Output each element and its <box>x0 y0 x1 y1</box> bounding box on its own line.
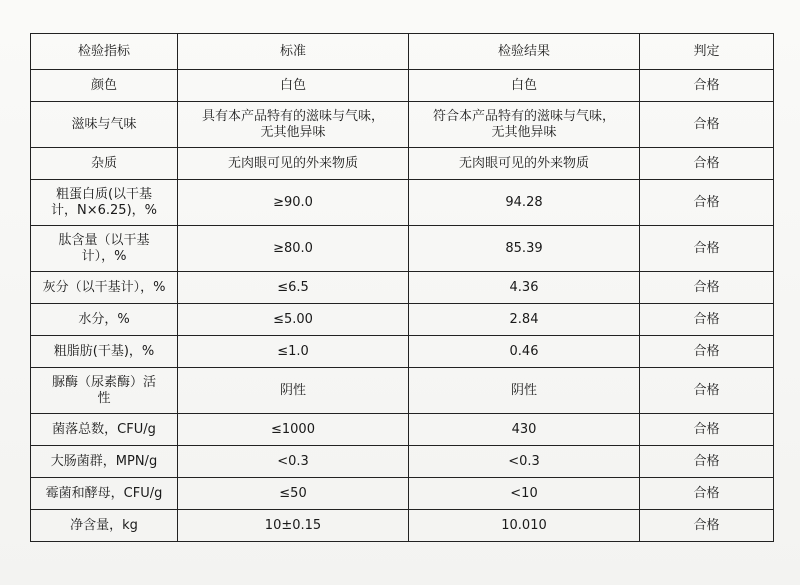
cell-item-text: 颜色 <box>90 77 117 93</box>
header-standard: 标准 <box>178 34 409 70</box>
table-row <box>31 70 774 102</box>
cell-standard <box>178 226 409 272</box>
cell-result-text: <10 <box>510 485 538 501</box>
cell-item <box>31 336 178 368</box>
table-row <box>31 478 774 510</box>
cell-standard <box>178 478 409 510</box>
cell-result-text: 无其他异味 <box>491 124 557 140</box>
cell-item <box>31 226 178 272</box>
cell-item-text: 脲酶（尿素酶）活 <box>51 374 156 390</box>
table-row <box>31 304 774 336</box>
table-row <box>31 510 774 542</box>
cell-standard <box>178 102 409 148</box>
cell-standard <box>178 336 409 368</box>
cell-standard-text: ≤5.00 <box>273 311 313 327</box>
cell-result <box>409 510 640 542</box>
cell-standard <box>178 148 409 180</box>
cell-standard <box>178 304 409 336</box>
cell-verdict: 合格 <box>640 148 774 180</box>
table-row <box>31 336 774 368</box>
table-row <box>31 446 774 478</box>
table-row <box>31 102 774 148</box>
cell-standard <box>178 70 409 102</box>
cell-result <box>409 414 640 446</box>
cell-item-text: 大肠菌群，MPN/g <box>50 453 158 469</box>
cell-result <box>409 180 640 226</box>
cell-standard-text: 白色 <box>279 77 306 93</box>
table-row <box>31 272 774 304</box>
cell-result-text: 白色 <box>510 77 537 93</box>
header-verdict: 判定 <box>640 34 774 70</box>
cell-result <box>409 368 640 414</box>
cell-item-text: 肽含量（以干基 <box>58 232 150 248</box>
cell-verdict: 合格 <box>640 102 774 148</box>
cell-item <box>31 478 178 510</box>
table-row <box>31 226 774 272</box>
cell-result-text: 阴性 <box>510 382 537 398</box>
cell-standard <box>178 180 409 226</box>
cell-verdict: 合格 <box>640 304 774 336</box>
cell-standard <box>178 368 409 414</box>
cell-standard <box>178 510 409 542</box>
table-row <box>31 180 774 226</box>
cell-item-text: 计），% <box>81 248 127 264</box>
cell-result-text: 430 <box>511 421 537 437</box>
cell-standard-text: 10±0.15 <box>264 517 322 533</box>
table-row <box>31 368 774 414</box>
cell-result-text: 85.39 <box>505 240 543 256</box>
cell-result-text: 符合本产品特有的滋味与气味， <box>432 108 615 124</box>
cell-standard-text: 具有本产品特有的滋味与气味， <box>201 108 384 124</box>
cell-standard <box>178 414 409 446</box>
cell-item-text: 性 <box>97 390 111 406</box>
cell-item-text: 粗脂肪(干基)，% <box>53 343 155 359</box>
cell-item <box>31 414 178 446</box>
cell-result <box>409 336 640 368</box>
cell-standard-text: ≤1000 <box>271 421 315 437</box>
cell-verdict: 合格 <box>640 70 774 102</box>
cell-verdict: 合格 <box>640 272 774 304</box>
inspection-table-body <box>31 34 774 542</box>
cell-item <box>31 70 178 102</box>
cell-verdict: 合格 <box>640 180 774 226</box>
cell-item <box>31 272 178 304</box>
cell-item <box>31 510 178 542</box>
cell-item-text: 杂质 <box>90 155 117 171</box>
cell-result <box>409 226 640 272</box>
table-header-row <box>31 34 774 70</box>
cell-verdict: 合格 <box>640 510 774 542</box>
cell-item <box>31 180 178 226</box>
cell-result <box>409 148 640 180</box>
cell-item-text: 菌落总数，CFU/g <box>52 421 156 437</box>
cell-standard-text: ≥90.0 <box>273 194 313 210</box>
cell-standard <box>178 446 409 478</box>
cell-standard-text: ≥80.0 <box>273 240 313 256</box>
cell-result-text: 0.46 <box>509 343 539 359</box>
cell-standard-text: 阴性 <box>279 382 306 398</box>
cell-item <box>31 102 178 148</box>
header-result: 检验结果 <box>409 34 640 70</box>
cell-result <box>409 102 640 148</box>
cell-item <box>31 304 178 336</box>
cell-result-text: 94.28 <box>505 194 543 210</box>
cell-verdict: 合格 <box>640 446 774 478</box>
cell-verdict: 合格 <box>640 226 774 272</box>
cell-result <box>409 304 640 336</box>
cell-result-text: 10.010 <box>501 517 547 533</box>
cell-standard-text: 无其他异味 <box>260 124 326 140</box>
cell-standard-text: ≤50 <box>279 485 307 501</box>
cell-verdict: 合格 <box>640 368 774 414</box>
cell-item-text: 霉菌和酵母，CFU/g <box>45 485 163 501</box>
cell-standard-text: 无肉眼可见的外来物质 <box>227 155 358 171</box>
cell-result <box>409 272 640 304</box>
inspection-table <box>30 33 774 542</box>
cell-item-text: 灰分（以干基计），% <box>42 279 166 295</box>
cell-item-text: 净含量，kg <box>70 517 138 533</box>
cell-result <box>409 446 640 478</box>
cell-item-text: 粗蛋白质(以干基 <box>55 186 153 202</box>
cell-result-text: 无肉眼可见的外来物质 <box>458 155 589 171</box>
cell-item-text: 滋味与气味 <box>71 116 137 132</box>
cell-verdict: 合格 <box>640 478 774 510</box>
cell-result-text: 4.36 <box>509 279 539 295</box>
cell-item-text: 计，N×6.25)，% <box>51 202 157 218</box>
cell-item <box>31 148 178 180</box>
cell-result <box>409 478 640 510</box>
cell-item <box>31 446 178 478</box>
cell-result <box>409 70 640 102</box>
cell-result-text: 2.84 <box>509 311 539 327</box>
header-item: 检验指标 <box>31 34 178 70</box>
cell-standard-text: <0.3 <box>277 453 309 469</box>
cell-result-text: <0.3 <box>508 453 540 469</box>
table-row <box>31 414 774 446</box>
cell-standard-text: ≤1.0 <box>277 343 309 359</box>
cell-verdict: 合格 <box>640 336 774 368</box>
table-row <box>31 148 774 180</box>
cell-item-text: 水分，% <box>78 311 130 327</box>
cell-standard-text: ≤6.5 <box>277 279 309 295</box>
cell-item <box>31 368 178 414</box>
cell-verdict: 合格 <box>640 414 774 446</box>
cell-standard <box>178 272 409 304</box>
